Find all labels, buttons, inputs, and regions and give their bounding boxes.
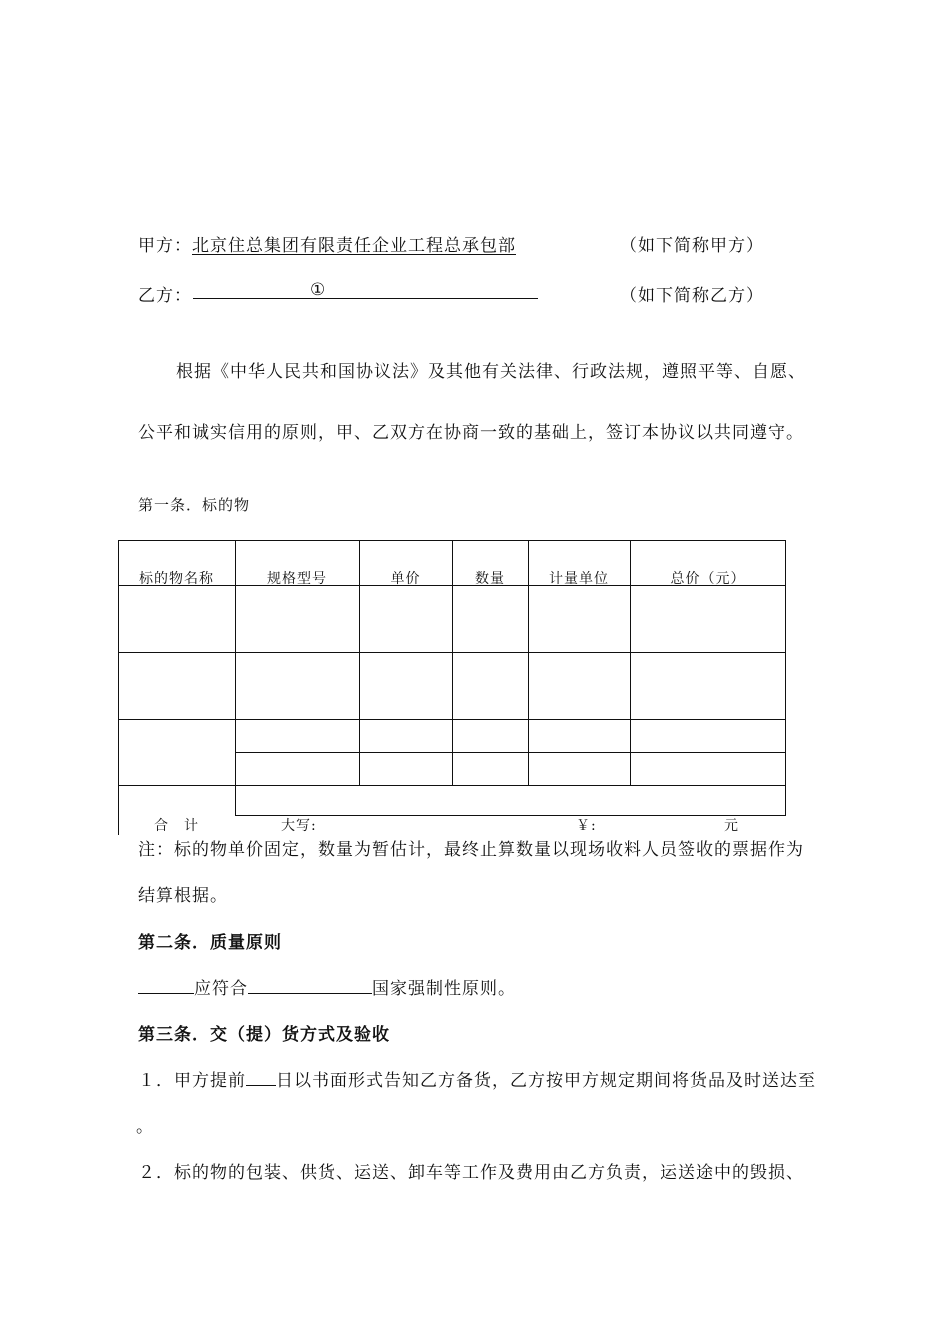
article-1-note-line-1: 注：标的物单价固定，数量为暂估计，最终止算数量以现场收料人员签收的票据作为	[138, 840, 804, 860]
party-b-label: 乙方：	[138, 286, 192, 306]
article-2-title: 第二条．质量原则	[138, 933, 282, 953]
table-header-quantity: 数量	[475, 571, 505, 587]
article-3-title: 第三条．交（提）货方式及验收	[138, 1025, 390, 1045]
table-row-divider-1	[118, 652, 786, 653]
article-2-text-end: 国家强制性原则。	[372, 979, 516, 999]
article-2-blank-1	[138, 992, 194, 994]
party-a-alias: （如下简称甲方）	[620, 236, 764, 256]
table-row-divider-3	[235, 752, 786, 753]
party-b-name-blank	[193, 298, 538, 299]
party-a-line	[138, 231, 516, 256]
table-yen-label: ￥:	[576, 818, 597, 834]
table-daxie-label: 大写:	[281, 818, 317, 834]
table-header-total-price: 总价（元）	[670, 571, 746, 587]
subject-matter-table	[118, 540, 786, 835]
article-3-item-1-end: 。	[136, 1117, 154, 1137]
table-yuan-label: 元	[724, 818, 739, 834]
table-border-top	[118, 540, 786, 541]
article-2-blank-2	[248, 992, 372, 994]
table-total-row-bottom	[235, 815, 786, 816]
article-3-days-blank	[246, 1084, 276, 1086]
party-a-name: 北京住总集团有限责任企业工程总承包部	[192, 236, 516, 256]
article-1-note-line-2: 结算根据。	[138, 886, 228, 906]
party-b-marker: ①	[310, 280, 327, 300]
article-2-text	[138, 974, 516, 999]
party-b-alias: （如下简称乙方）	[620, 286, 764, 306]
article-1-title: 第一条．标的物	[138, 496, 251, 514]
article-2-text-mid: 应符合	[194, 979, 248, 999]
article-3-item-1-start: １．甲方提前	[138, 1071, 246, 1091]
article-3-item-2: ２．标的物的包装、供货、运送、卸车等工作及费用由乙方负责，运送途中的毁损、	[138, 1163, 804, 1183]
preamble-line-1: 根据《中华人民共和国协议法》及其他有关法律、行政法规，遵照平等、自愿、	[176, 362, 806, 382]
table-row-divider-4	[118, 785, 786, 786]
table-header-unit-price: 单价	[390, 571, 421, 587]
table-total-label: 合 计	[154, 818, 199, 834]
party-a-label: 甲方：	[138, 236, 192, 256]
article-3-item-1-rest: 日以书面形式告知乙方备货，乙方按甲方规定期间将货品及时送达至	[276, 1071, 816, 1091]
preamble-line-2: 公平和诚实信用的原则，甲、乙双方在协商一致的基础上，签订本协议以共同遵守。	[138, 423, 804, 443]
table-row-divider-2	[118, 719, 786, 720]
table-header-name: 标的物名称	[139, 571, 214, 587]
article-3-item-1	[138, 1066, 816, 1091]
table-header-measure-unit: 计量单位	[549, 571, 609, 587]
table-header-spec: 规格型号	[267, 571, 327, 587]
